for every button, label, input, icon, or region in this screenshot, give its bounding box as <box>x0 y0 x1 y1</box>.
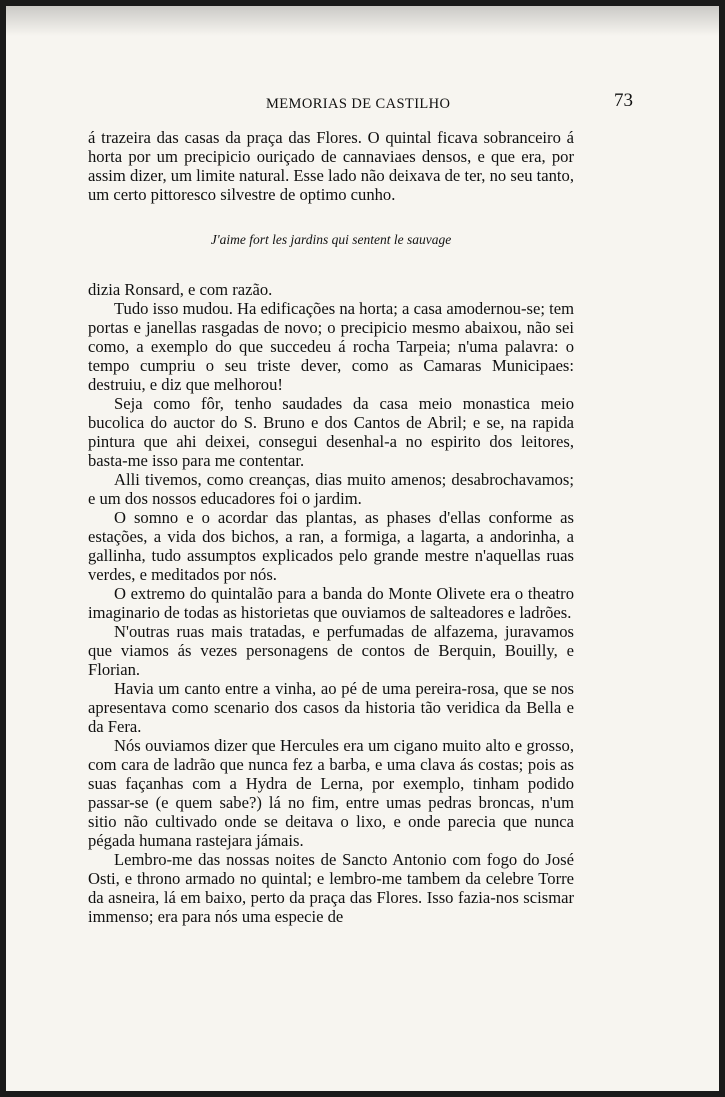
paragraph: Alli tivemos, como creanças, dias muito amenos; desabrochavamos; e um dos nossos educadores foi o jardim. <box>88 470 574 508</box>
running-title: MEMORIAS DE CASTILHO <box>266 96 451 112</box>
paragraph: O extremo do quintalão para a banda do Monte Olivete era o theatro imaginario de todas as historietas que ouviamos de salteadores e ladrões. <box>88 584 574 622</box>
paragraph: Tudo isso mudou. Ha edificações na horta; a casa amodernou-se; tem portas e janellas rasgadas de novo; o precipicio mesmo abaixou, não sei como, a exemplo do que succedeu á rocha Tarpeia; n'uma palavra: o tempo cumpriu o seu triste dever, como as Camaras Municipaes: destruiu, e diz que melhorou! <box>88 299 574 394</box>
paragraph: Nós ouviamos dizer que Hercules era um cigano muito alto e grosso, com cara de ladrão que nunca fez a barba, e uma clava ás costas; pois as suas façanhas com a Hydra de Lerna, por exemplo, tinham podido passar-se (e quem sabe?) lá no fim, entre umas pedras broncas, n'um sitio não cultivado onde se deitava o lixo, e onde parecia que nunca pégada humana rastejara jámais. <box>88 736 574 850</box>
paragraph: dizia Ronsard, e com razão. <box>88 280 273 299</box>
paragraph: O somno e o acordar das plantas, as phases d'ellas conforme as estações, a vida dos bichos, a ran, a formiga, a lagarta, a andorinha, a gallinha, tudo assumptos explicados pelo grande mestre n'aquellas ruas verdes, e meditados por nós. <box>88 508 574 584</box>
page-number: 73 <box>614 90 633 111</box>
paragraph: Lembro-me das nossas noites de Sancto Antonio com fogo do José Osti, e throno armado no quintal; e lembro-me tambem da celebre Torre da asneira, lá em baixo, perto da praça das Flores. Isso fazia-nos scismar immenso; era para nós uma especie de <box>88 850 574 926</box>
page-body <box>88 128 574 926</box>
paragraph: N'outras ruas mais tratadas, e perfumadas de alfazema, juravamos que viamos ás vezes personagens de contos de Berquin, Bouilly, e Florian. <box>88 622 574 679</box>
paragraph: Seja como fôr, tenho saudades da casa meio monastica meio bucolica do auctor do S. Bruno e dos Cantos de Abril; e se, na rapida pintura que ahi deixei, consegui desenhal-a no espirito dos leitores, basta-me isso para me contentar. <box>88 394 574 470</box>
paragraph: á trazeira das casas da praça das Flores. O quintal ficava sobranceiro á horta por um precipicio ouriçado de cannaviaes densos, e que era, por assim dizer, um limite natural. Esse lado não deixava de ter, no seu tanto, um certo pittoresco silvestre de optimo cunho. <box>88 128 574 204</box>
epigraph-quote: J'aime fort les jardins qui sentent le sauvage <box>210 232 452 247</box>
paragraph: Havia um canto entre a vinha, ao pé de uma pereira-rosa, que se nos apresentava como scenario dos casos da historia tão veridica da Bella e da Fera. <box>88 679 574 736</box>
page-header <box>88 84 633 118</box>
book-page <box>6 6 719 1091</box>
